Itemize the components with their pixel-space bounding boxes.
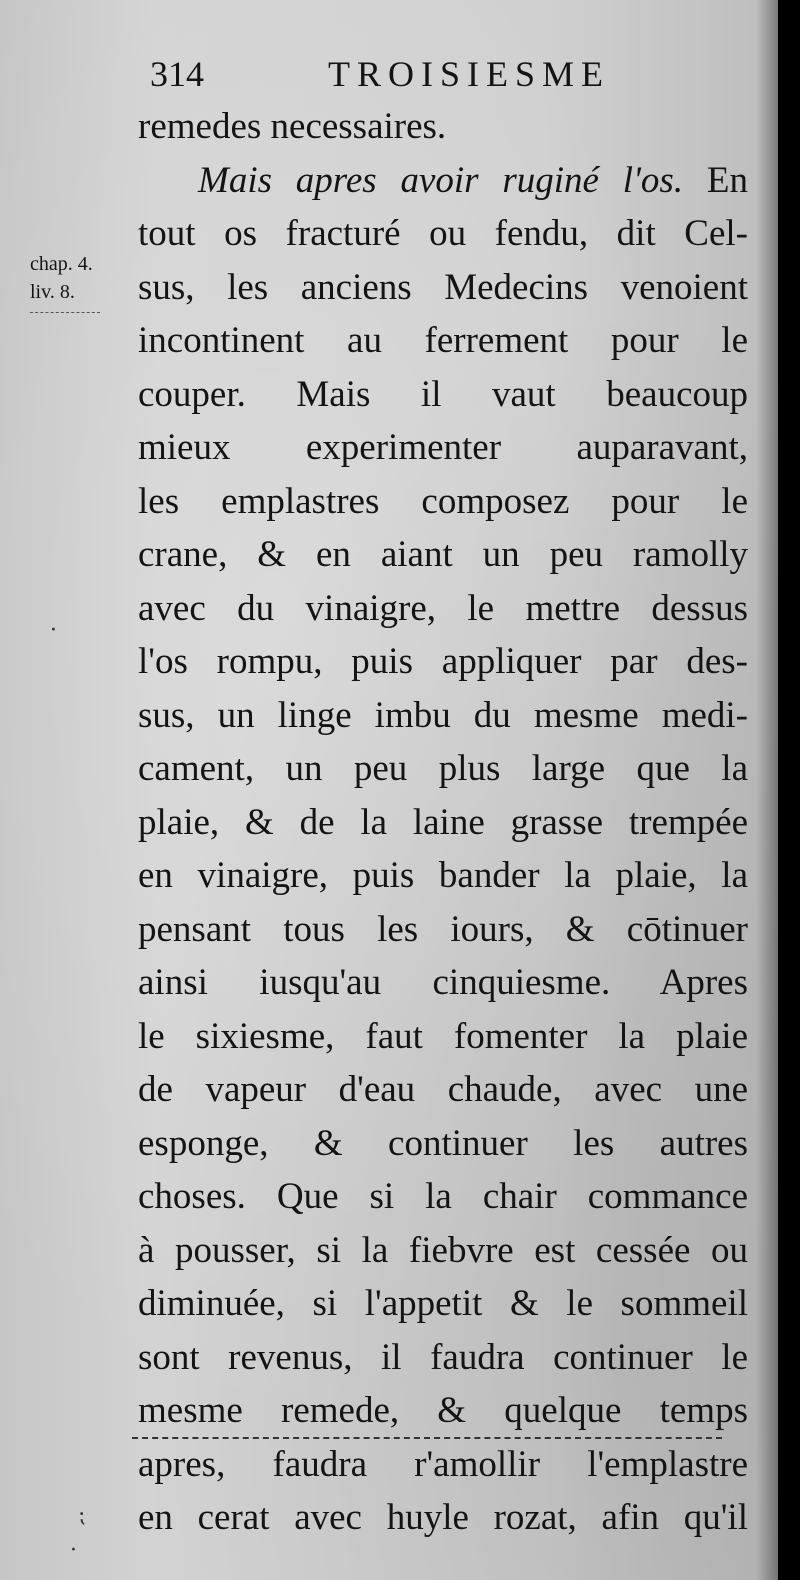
running-head-title: TROISIESME (328, 54, 611, 94)
text-line: le sixiesme, faut fomenter la plaie (138, 1015, 748, 1057)
text-line: plaie, & de la laine grasse trempée (138, 801, 748, 843)
page-edge-shadow (756, 0, 778, 1580)
text-line: avec du vinaigre, le mettre dessus (138, 587, 748, 629)
text-line: sus, les anciens Medecins venoient (138, 266, 748, 308)
running-head (150, 52, 750, 96)
text-line: choses. Que si la chair commance (138, 1176, 748, 1217)
text-line: pensant tous les iours, & cōtinuer (138, 908, 748, 950)
text-line: de vapeur d'eau chaude, avec une (138, 1069, 748, 1110)
margin-note-rule (30, 312, 100, 313)
text-line: l'os rompu, puis appliquer par des- (138, 641, 748, 682)
text-line: diminuée, si l'appetit & le sommeil (138, 1283, 748, 1324)
text-line: esponge, & continuer les autres (138, 1122, 748, 1164)
text-line: remedes necessaires. (138, 106, 447, 147)
ink-fleck: ⁏ (78, 1503, 86, 1528)
text-line: sus, un linge imbu du mesme medi- (138, 694, 748, 736)
text-line: les emplastres composez pour le (138, 480, 748, 522)
text-line: à pousser, si la fiebvre est cessée ou (138, 1229, 748, 1271)
page-number: 314 (150, 54, 204, 94)
lemma-italic: Mais apres avoir ruginé l'os. (198, 159, 684, 201)
text-line: tout os fracturé ou fendu, dit Cel- (138, 213, 748, 254)
text-line: en cerat avec huyle rozat, afin qu'il (138, 1497, 748, 1538)
text-line: apres, faudra r'amollir l'emplastre (138, 1443, 748, 1485)
text-line: mesme remede, & quelque temps (138, 1390, 748, 1431)
ink-fleck: · (50, 618, 57, 643)
margin-note-chapter: chap. 4. (30, 253, 93, 275)
margin-note (30, 250, 140, 306)
text-line: cament, un peu plus large que la (138, 748, 748, 789)
body-text (138, 100, 748, 1545)
margin-note-book: liv. 8. (30, 281, 75, 303)
ink-fleck: · (70, 1538, 77, 1563)
text-line: sont revenus, il faudra continuer le (138, 1336, 748, 1378)
text-line: en vinaigre, puis bander la plaie, la (138, 855, 748, 896)
bottom-rule (132, 1437, 722, 1439)
text-line: incontinent au ferrement pour le (138, 320, 748, 361)
text-line-lemma (138, 154, 748, 208)
text-line: ainsi iusqu'au cinquiesme. Apres (138, 962, 748, 1003)
lemma-rest: En (683, 159, 748, 201)
text-line: mieux experimenter auparavant, (138, 427, 748, 468)
text-line: couper. Mais il vaut beaucoup (138, 373, 748, 415)
text-line: crane, & en aiant un peu ramolly (138, 534, 748, 575)
